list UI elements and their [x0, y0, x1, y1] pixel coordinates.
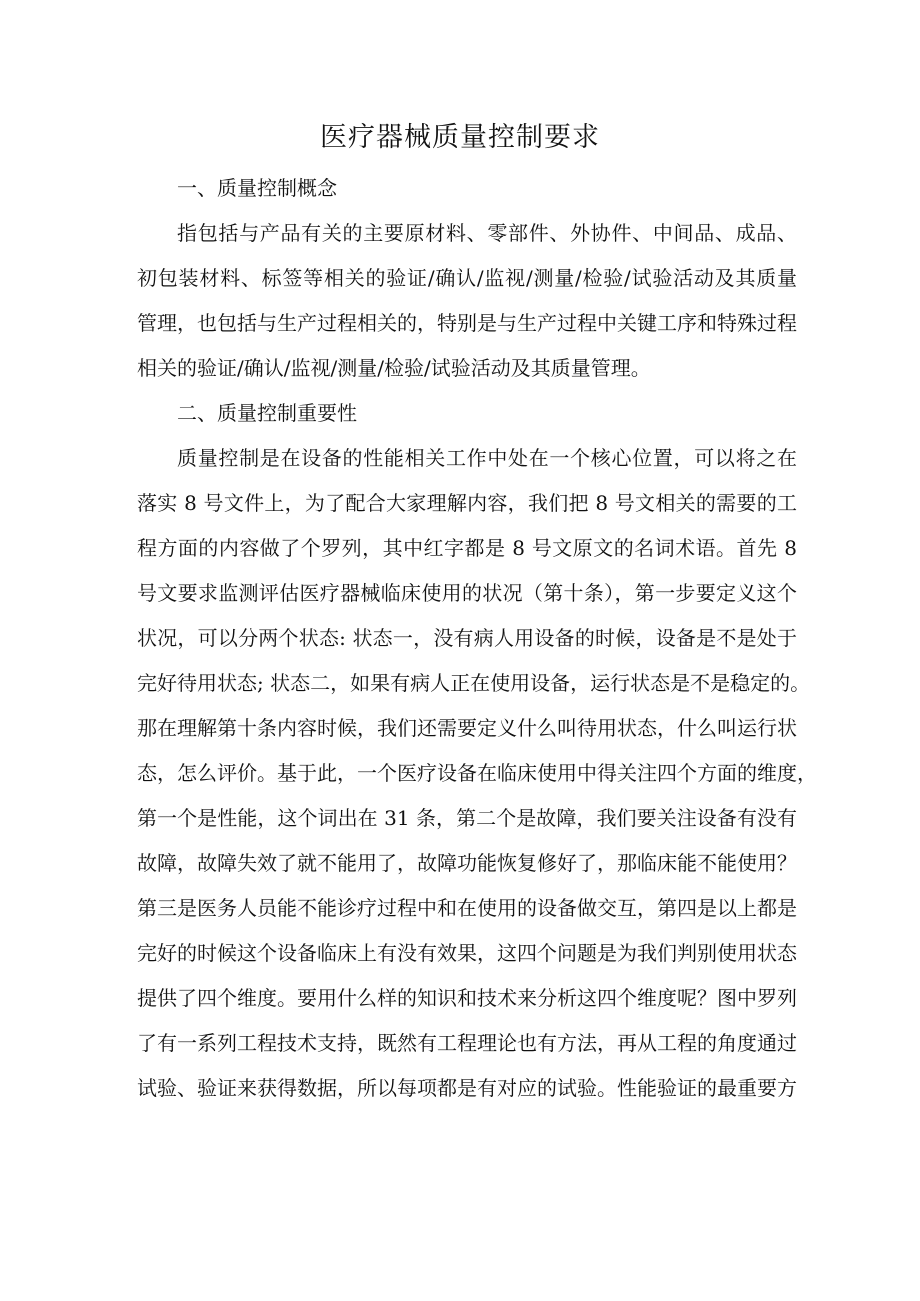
paragraph-line: 第三是医务人员能不能诊疗过程中和在使用的设备做交互，第四是以上都是: [137, 896, 797, 920]
paragraph-line: 初包装材料、标签等相关的验证/确认/监视/测量/检验/试验活动及其质量: [137, 266, 797, 290]
paragraph-line: 故障，故障失效了就不能用了，故障功能恢复修好了，那临床能不能使用？: [137, 851, 797, 875]
paragraph-line: 那在理解第十条内容时候，我们还需要定义什么叫待用状态，什么叫运行状: [137, 716, 797, 740]
paragraph-line: 完好的时候这个设备临床上有没有效果，这四个问题是为我们判别使用状态: [137, 941, 797, 965]
paragraph-line: 管理，也包括与生产过程相关的，特别是与生产过程中关键工序和特殊过程: [137, 311, 797, 335]
paragraph-line: 完好待用状态; 状态二，如果有病人正在使用设备，运行状态是不是稳定的。: [137, 671, 811, 695]
document-title: 医疗器械质量控制要求: [320, 122, 600, 153]
paragraph-line: 号文要求监测评估医疗器械临床使用的状况（第十条），第一步要定义这个: [137, 581, 797, 605]
paragraph-line: 程方面的内容做了个罗列，其中红字都是 8 号文原文的名词术语。首先 8: [137, 536, 797, 560]
document-body: [137, 166, 817, 1111]
paragraph-line: 指包括与产品有关的主要原材料、零部件、外协件、中间品、成品、: [177, 221, 797, 245]
paragraph-line: 态，怎么评价。基于此，一个医疗设备在临床使用中得关注四个方面的维度，: [137, 761, 817, 785]
paragraph-line: 提供了四个维度。要用什么样的知识和技术来分析这四个维度呢？图中罗列: [137, 986, 797, 1010]
section-heading-1: 一、质量控制概念: [177, 176, 337, 200]
section-1-paragraph: [137, 211, 797, 391]
paragraph-line: 质量控制是在设备的性能相关工作中处在一个核心位置，可以将之在: [177, 446, 797, 470]
section-2-paragraph: [137, 436, 817, 1111]
section-heading-2: 二、质量控制重要性: [177, 401, 357, 425]
paragraph-line: 试验、验证来获得数据，所以每项都是有对应的试验。性能验证的最重要方: [137, 1076, 797, 1100]
paragraph-line: 落实 8 号文件上，为了配合大家理解内容，我们把 8 号文相关的需要的工: [137, 491, 797, 515]
paragraph-line: 第一个是性能，这个词出在 31 条，第二个是故障，我们要关注设备有没有: [137, 806, 797, 830]
paragraph-line: 了有一系列工程技术支持，既然有工程理论也有方法，再从工程的角度通过: [137, 1031, 797, 1055]
paragraph-line: 相关的验证/确认/监视/测量/检验/试验活动及其质量管理。: [137, 356, 651, 380]
paragraph-line: 状况，可以分两个状态: 状态一，没有病人用设备的时候，设备是不是处于: [137, 626, 797, 650]
